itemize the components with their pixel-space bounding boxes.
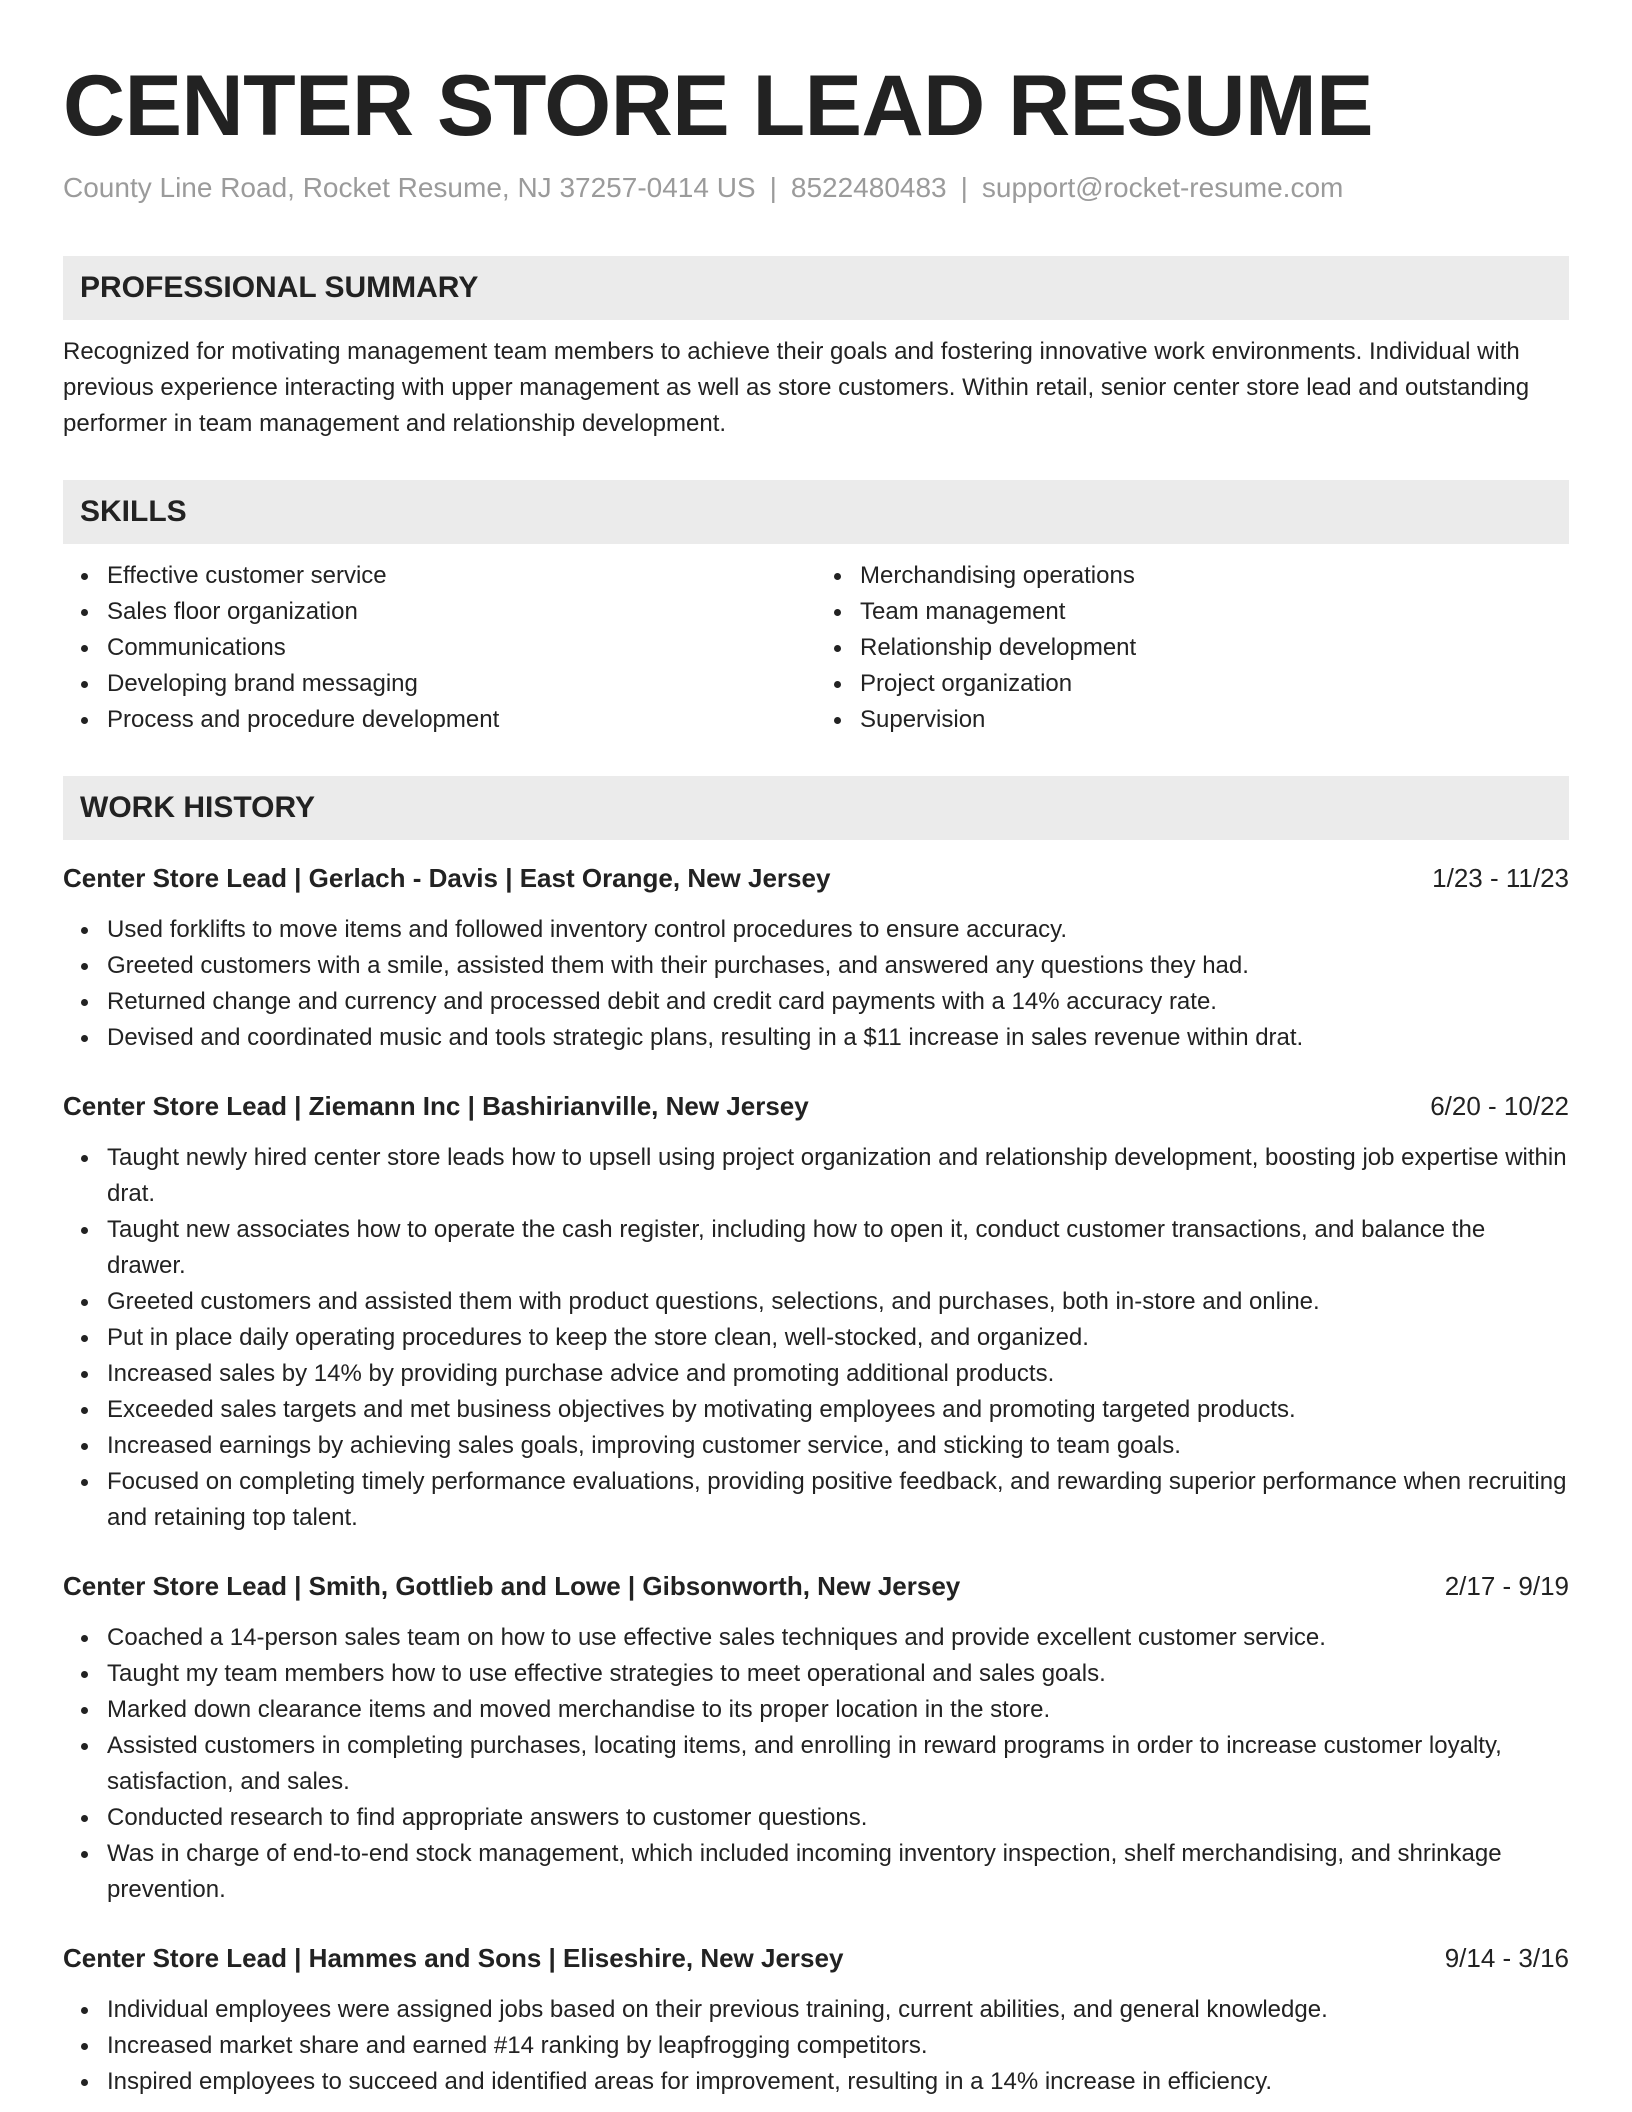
job-heading-row [63, 1088, 1569, 1124]
job-title: Center Store Lead | Smith, Gottlieb and Lowe | Gibsonworth, New Jersey [63, 1571, 961, 1601]
job-bullet: Increased earnings by achieving sales goals, improving customer service, and sticking to team goals. [107, 1428, 1569, 1464]
job-bullet: Increased market share and earned #14 ranking by leapfrogging competitors. [107, 2028, 1569, 2064]
job-bullet: Focused on completing timely performance evaluations, providing positive feedback, and rewarding superior performance when recruiting and retaining top talent. [107, 1464, 1569, 1536]
skill-item: Sales floor organization [107, 594, 816, 630]
resume-title: CENTER STORE LEAD RESUME [63, 58, 1373, 154]
job-bullet: Marked down clearance items and moved merchandise to its proper location in the store. [107, 1692, 1569, 1728]
job-heading-row [63, 860, 1569, 896]
job-bullet: Put in place daily operating procedures to keep the store clean, well-stocked, and organized. [107, 1320, 1569, 1356]
job-bullet: Individual employees were assigned jobs based on their previous training, current abilities, and general knowledge. [107, 1992, 1569, 2028]
summary-section-header: PROFESSIONAL SUMMARY [63, 256, 1569, 320]
job-title: Center Store Lead | Ziemann Inc | Bashirianville, New Jersey [63, 1091, 809, 1121]
job-bullet: Exceeded sales targets and met business objectives by motivating employees and promoting targeted products. [107, 1392, 1569, 1428]
skills-column-right [816, 558, 1569, 738]
job-dates: 1/23 - 11/23 [1432, 863, 1569, 893]
summary-text: Recognized for motivating management team members to achieve their goals and fostering innovative work environments. Individual with previous experience interacting with upper management as well as store customers. Within retail, senior center store lead and outstanding performer in team management and relationship development. [63, 338, 1530, 437]
job-bullets [63, 1140, 1569, 1536]
contact-address: County Line Road, Rocket Resume, NJ 37257-0414 US [63, 172, 756, 203]
skills-list [63, 558, 1569, 738]
job-dates: 2/17 - 9/19 [1444, 1571, 1569, 1601]
skill-item: Merchandising operations [860, 558, 1569, 594]
skill-item: Process and procedure development [107, 702, 816, 738]
job-title: Center Store Lead | Gerlach - Davis | East Orange, New Jersey [63, 863, 831, 893]
job-bullet: Taught my team members how to use effective strategies to meet operational and sales goals. [107, 1656, 1569, 1692]
job-bullet: Conducted research to find appropriate answers to customer questions. [107, 1800, 1569, 1836]
skill-item: Communications [107, 630, 816, 666]
job-bullet: Inspired employees to succeed and identified areas for improvement, resulting in a 14% increase in efficiency. [107, 2064, 1569, 2100]
contact-separator: | [769, 172, 777, 203]
job-heading-row [63, 1568, 1569, 1604]
job-bullet: Greeted customers with a smile, assisted them with their purchases, and answered any questions they had. [107, 948, 1569, 984]
contact-line [63, 170, 1569, 206]
job-dates: 9/14 - 3/16 [1444, 1943, 1569, 1973]
contact-phone: 8522480483 [790, 172, 947, 203]
skill-item: Developing brand messaging [107, 666, 816, 702]
job-bullet: Assisted customers in completing purchases, locating items, and enrolling in reward programs in order to increase customer loyalty, satisfaction, and sales. [107, 1728, 1569, 1800]
job-bullet: Used forklifts to move items and followed inventory control procedures to ensure accuracy. [107, 912, 1569, 948]
skills-column-left [63, 558, 816, 738]
work-history-section-header: WORK HISTORY [63, 776, 1569, 840]
job-bullet: Taught new associates how to operate the cash register, including how to open it, conduct customer transactions, and balance the drawer. [107, 1212, 1569, 1284]
job-bullets [63, 912, 1569, 1056]
job-bullet: Returned change and currency and processed debit and credit card payments with a 14% accuracy rate. [107, 984, 1569, 1020]
skill-item: Relationship development [860, 630, 1569, 666]
job-title: Center Store Lead | Hammes and Sons | Eliseshire, New Jersey [63, 1943, 844, 1973]
job-bullet: Increased sales by 14% by providing purchase advice and promoting additional products. [107, 1356, 1569, 1392]
job-bullets [63, 1620, 1569, 1908]
skill-item: Project organization [860, 666, 1569, 702]
skills-section-header: SKILLS [63, 480, 1569, 544]
contact-email: support@rocket-resume.com [981, 172, 1344, 203]
skill-item: Supervision [860, 702, 1569, 738]
job-bullets [63, 1992, 1569, 2100]
skill-item: Team management [860, 594, 1569, 630]
job-bullet: Taught newly hired center store leads how to upsell using project organization and relationship development, boosting job expertise within drat. [107, 1140, 1569, 1212]
job-bullet: Greeted customers and assisted them with product questions, selections, and purchases, both in-store and online. [107, 1284, 1569, 1320]
job-bullet: Was in charge of end-to-end stock management, which included incoming inventory inspection, shelf merchandising, and shrinkage prevention. [107, 1836, 1569, 1908]
job-dates: 6/20 - 10/22 [1430, 1091, 1569, 1121]
job-bullet: Coached a 14-person sales team on how to use effective sales techniques and provide excellent customer service. [107, 1620, 1569, 1656]
skill-item: Effective customer service [107, 558, 816, 594]
contact-separator: | [960, 172, 968, 203]
job-bullet: Devised and coordinated music and tools strategic plans, resulting in a $11 increase in sales revenue within drat. [107, 1020, 1569, 1056]
job-heading-row [63, 1940, 1569, 1976]
